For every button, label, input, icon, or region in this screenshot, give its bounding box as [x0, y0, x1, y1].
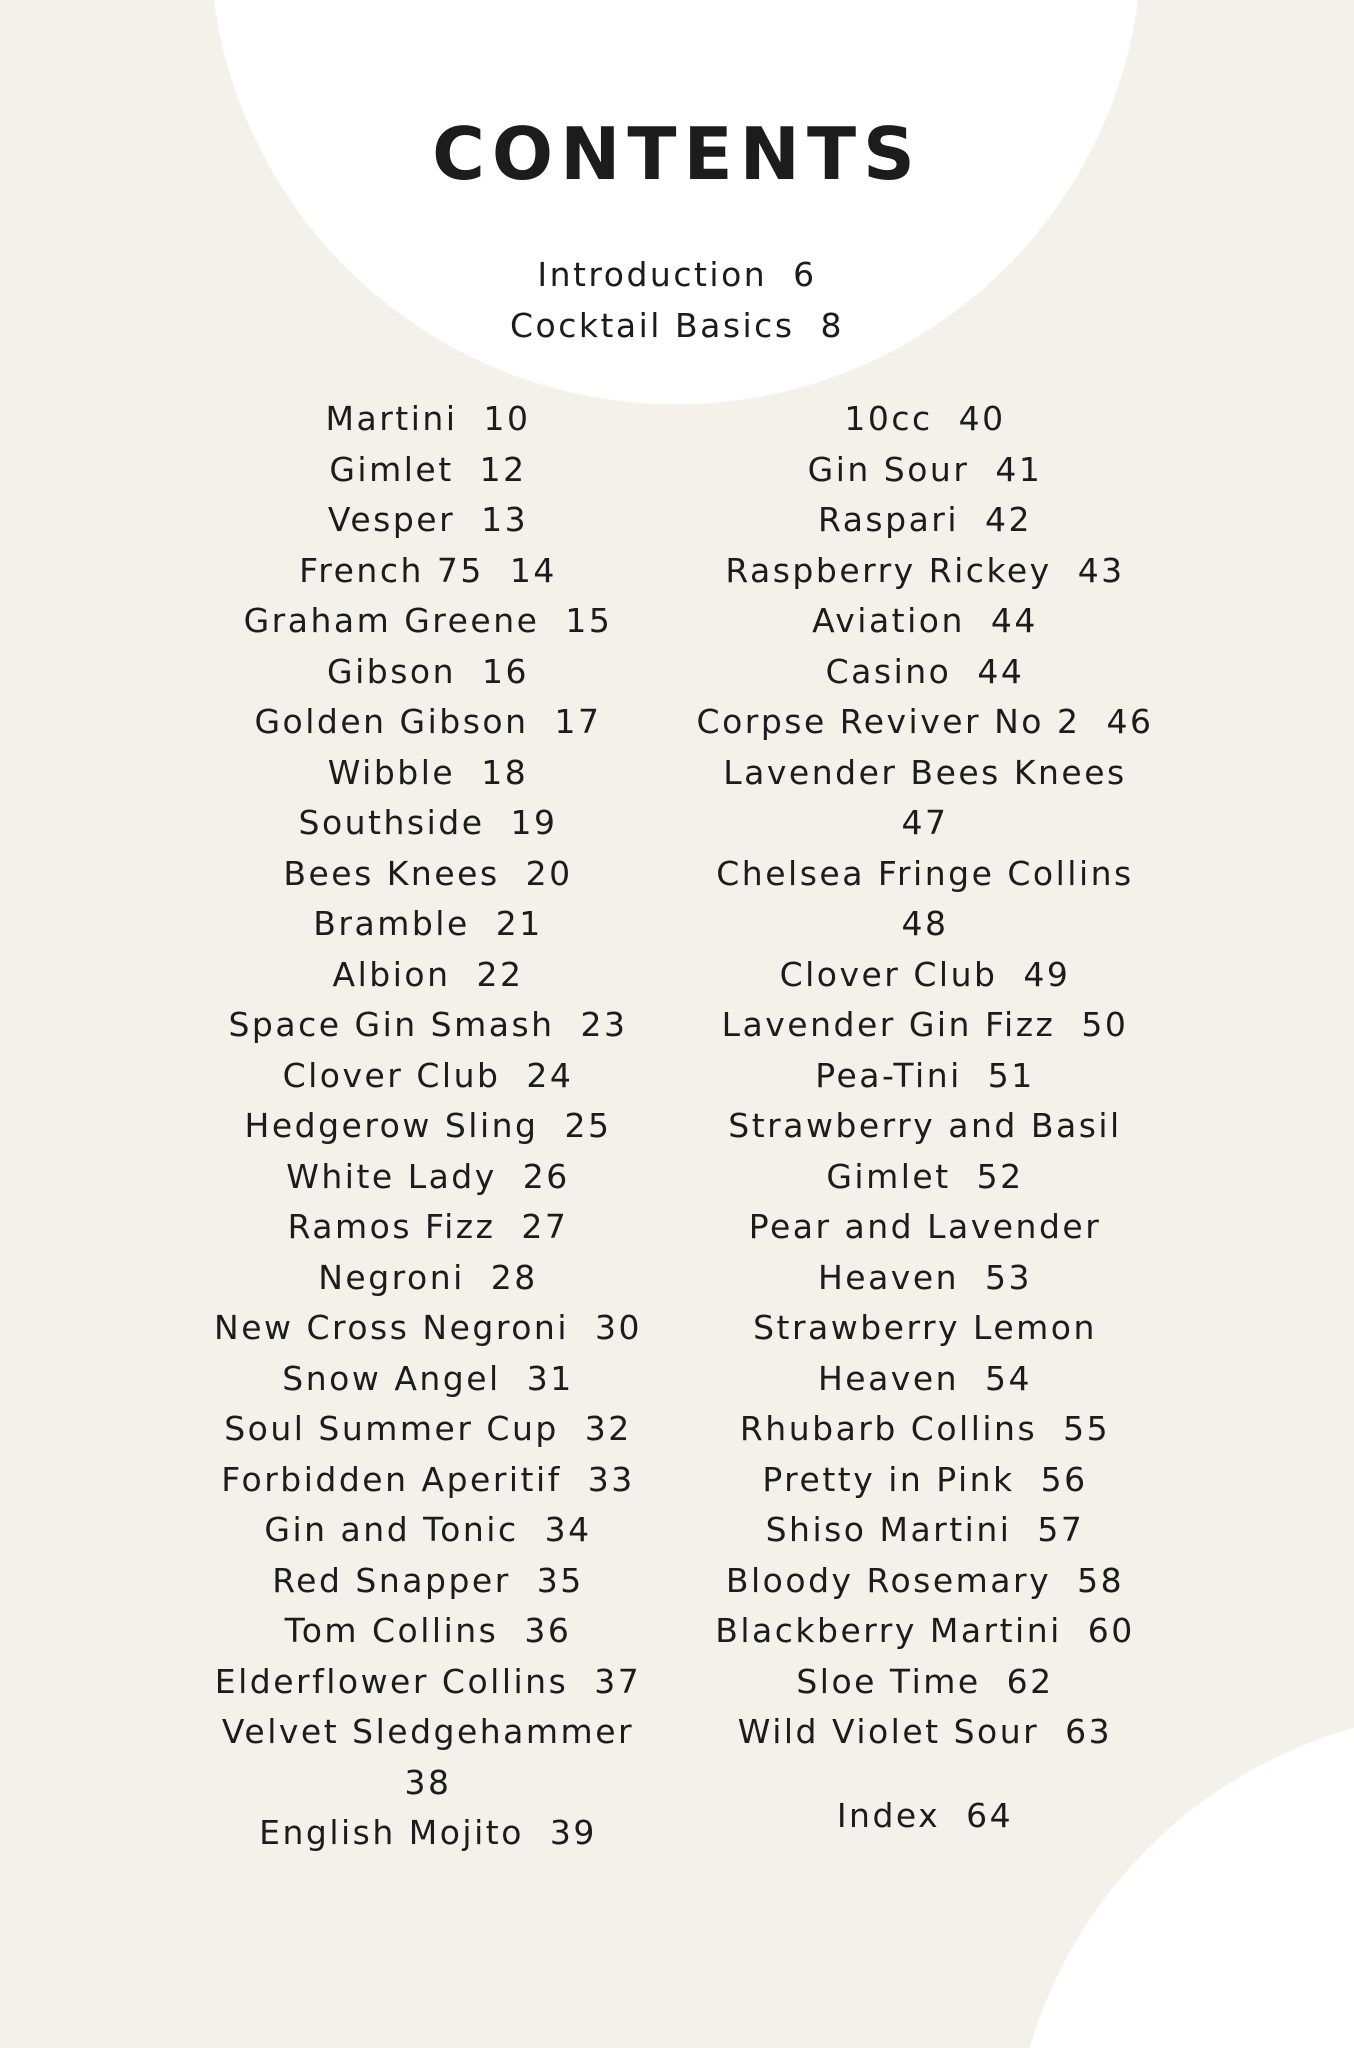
toc-entry[interactable]: Hedgerow Sling 25 [244, 1106, 612, 1145]
contents-right-column [665, 394, 1185, 1841]
toc-entry[interactable]: Graham Greene 15 [243, 601, 613, 640]
toc-entry[interactable]: Negroni 28 [318, 1257, 538, 1297]
toc-entry[interactable]: Cocktail Basics 8 [509, 305, 844, 345]
spacer [665, 1758, 1185, 1791]
toc-entry[interactable]: Pretty in Pink 56 [762, 1459, 1088, 1499]
toc-entry[interactable]: Casino 44 [825, 651, 1025, 691]
toc-entry[interactable]: Bloody Rosemary 58 [725, 1560, 1125, 1600]
toc-entry[interactable]: English Mojito 39 [259, 1813, 597, 1852]
toc-entry[interactable]: French 75 14 [299, 550, 557, 590]
toc-entry[interactable]: Pea-Tini 51 [815, 1055, 1035, 1095]
toc-entry[interactable]: Bramble 21 [313, 904, 543, 943]
toc-entry[interactable]: Clover Club 24 [282, 1055, 574, 1095]
toc-entry[interactable]: Snow Angel 31 [282, 1358, 574, 1398]
toc-entry[interactable]: Pear and Lavender Heaven 53 [748, 1207, 1102, 1297]
toc-entry[interactable]: Introduction 6 [537, 255, 817, 294]
toc-entry[interactable]: 10cc 40 [844, 399, 1006, 438]
toc-entry[interactable]: Aviation 44 [812, 601, 1038, 640]
toc-entry[interactable]: Lavender Bees Knees 47 [723, 752, 1127, 842]
toc-entry[interactable]: Raspari 42 [818, 500, 1032, 539]
toc-entry[interactable]: Sloe Time 62 [796, 1661, 1054, 1701]
contents-left-column [168, 394, 688, 1859]
toc-entry[interactable]: Southside 19 [298, 803, 558, 842]
toc-entry[interactable]: Strawberry Lemon Heaven 54 [753, 1308, 1097, 1398]
toc-entry[interactable]: Chelsea Fringe Collins 48 [716, 853, 1134, 943]
toc-entry[interactable]: Rhubarb Collins 55 [739, 1409, 1111, 1448]
page-title: CONTENTS [432, 112, 922, 196]
toc-entry[interactable]: Elderflower Collins 37 [214, 1661, 642, 1701]
toc-entry-index[interactable]: Index 64 [836, 1795, 1014, 1835]
toc-entry[interactable]: Martini 10 [325, 399, 531, 438]
toc-entry[interactable]: Golden Gibson 17 [254, 702, 602, 741]
toc-entry[interactable]: Gibson 16 [327, 651, 529, 691]
toc-entry[interactable]: Tom Collins 36 [284, 1611, 572, 1650]
toc-entry[interactable]: Clover Club 49 [779, 954, 1071, 994]
toc-entry[interactable]: Lavender Gin Fizz 50 [721, 1005, 1129, 1044]
toc-entry[interactable]: Corpse Reviver No 2 46 [696, 702, 1154, 741]
toc-entry[interactable]: Ramos Fizz 27 [287, 1207, 569, 1246]
toc-entry[interactable]: White Lady 26 [286, 1156, 570, 1196]
toc-entry[interactable]: Shiso Martini 57 [765, 1510, 1085, 1549]
toc-entry[interactable]: Gimlet 12 [329, 449, 527, 489]
intro-entries [0, 250, 1354, 351]
toc-entry[interactable]: Vesper 13 [327, 500, 529, 539]
toc-entry[interactable]: Forbidden Aperitif 33 [221, 1459, 635, 1499]
toc-entry[interactable]: Red Snapper 35 [272, 1560, 584, 1600]
toc-entry[interactable]: Space Gin Smash 23 [228, 1005, 628, 1044]
toc-entry[interactable]: Gin Sour 41 [807, 449, 1043, 489]
toc-entry[interactable]: Strawberry and Basil Gimlet 52 [728, 1106, 1122, 1196]
toc-entry[interactable]: Bees Knees 20 [283, 853, 573, 893]
toc-entry[interactable]: Albion 22 [332, 954, 524, 994]
toc-entry[interactable]: Wild Violet Sour 63 [737, 1712, 1113, 1751]
toc-entry[interactable]: Blackberry Martini 60 [715, 1611, 1135, 1650]
toc-entry[interactable]: Wibble 18 [327, 752, 529, 792]
toc-entry[interactable]: New Cross Negroni 30 [214, 1308, 642, 1347]
toc-entry[interactable]: Soul Summer Cup 32 [224, 1409, 632, 1448]
toc-entry[interactable]: Raspberry Rickey 43 [725, 550, 1125, 590]
toc-entry[interactable]: Gin and Tonic 34 [264, 1510, 592, 1549]
toc-entry[interactable]: Velvet Sledgehammer 38 [221, 1712, 635, 1802]
